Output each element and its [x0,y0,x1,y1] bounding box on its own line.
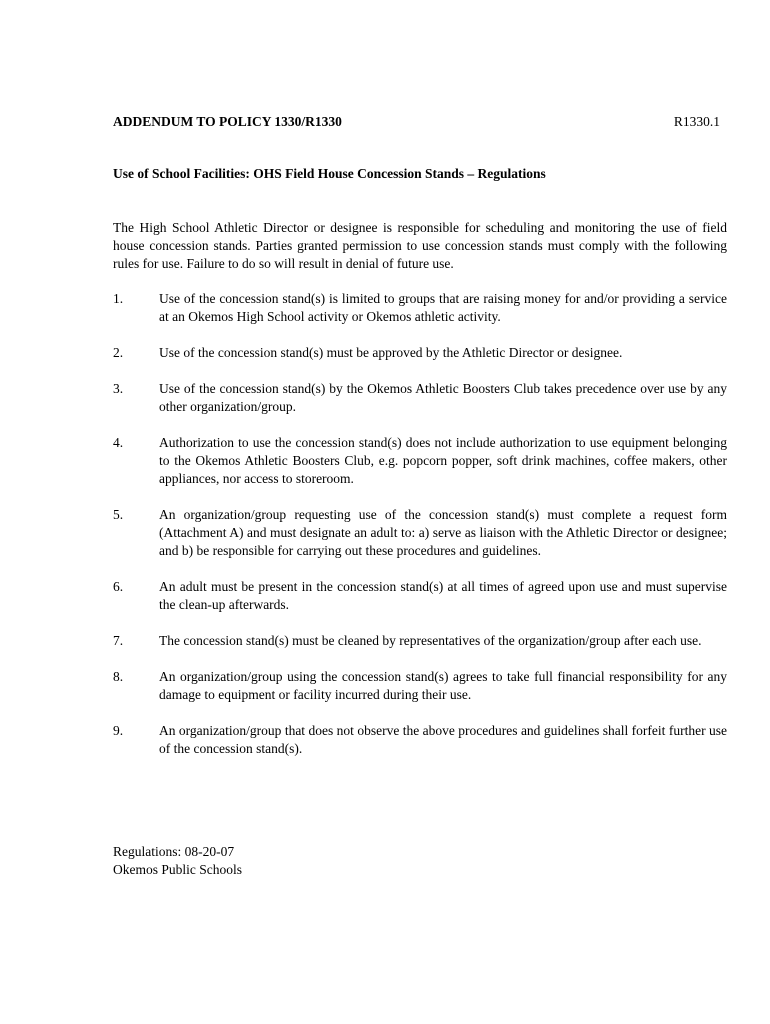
document-footer [113,843,242,879]
rule-number: 5. [113,507,124,522]
regulations-date: Regulations: 08-20-07 [113,844,235,859]
rule-item [113,632,727,650]
rule-item [113,380,727,416]
rule-item [113,434,727,488]
rule-text: Use of the concession stand(s) is limited to groups that are raising money for and/or providing a service at an Okemos High School activity or Okemos athletic activity. [159,291,727,324]
rule-text: The concession stand(s) must be cleaned by representatives of the organization/group after each use. [159,633,702,648]
document-subtitle: Use of School Facilities: OHS Field House Concession Stands – Regulations [113,166,546,181]
rule-number: 9. [113,723,124,738]
rules-list [113,290,727,776]
rule-number: 6. [113,579,124,594]
rule-number: 3. [113,381,124,396]
rule-item [113,290,727,326]
rule-text: An organization/group requesting use of the concession stand(s) must complete a request form (Attachment A) and must designate an adult to: a) serve as liaison with the Athletic Director or designee; and b) be responsible for carrying out these procedures and guidelines. [159,507,727,558]
rule-item [113,344,727,362]
rule-text: Use of the concession stand(s) by the Okemos Athletic Boosters Club takes precedence over use by any other organization/group. [159,381,727,414]
intro-paragraph: The High School Athletic Director or designee is responsible for scheduling and monitoring the use of field house concession stands. Parties granted permission to use concession stands must comply with the following rules for use. Failure to do so will result in denial of future use. [113,220,727,271]
rule-text: An adult must be present in the concession stand(s) at all times of agreed upon use and must supervise the clean-up afterwards. [159,579,727,612]
rule-item [113,506,727,560]
rule-item [113,578,727,614]
rule-text: An organization/group using the concession stand(s) agrees to take full financial responsibility for any damage to equipment or facility incurred during their use. [159,669,727,702]
addendum-title: ADDENDUM TO POLICY 1330/R1330 [113,114,342,129]
rule-number: 7. [113,633,124,648]
rule-item [113,668,727,704]
rule-number: 4. [113,435,124,450]
rule-item [113,722,727,758]
organization-name: Okemos Public Schools [113,862,243,877]
rule-number: 1. [113,291,124,306]
rule-number: 8. [113,669,124,684]
rule-text: An organization/group that does not observe the above procedures and guidelines shall forfeit further use of the concession stand(s). [159,723,727,756]
document-header [113,113,720,130]
rule-number: 2. [113,345,124,360]
policy-code: R1330.1 [673,114,720,129]
rule-text: Authorization to use the concession stand(s) does not include authorization to use equipment belonging to the Okemos Athletic Boosters Club, e.g. popcorn popper, soft drink machines, coffee makers, other appliances, nor access to storeroom. [159,435,727,486]
rule-text: Use of the concession stand(s) must be approved by the Athletic Director or designee. [159,345,623,360]
